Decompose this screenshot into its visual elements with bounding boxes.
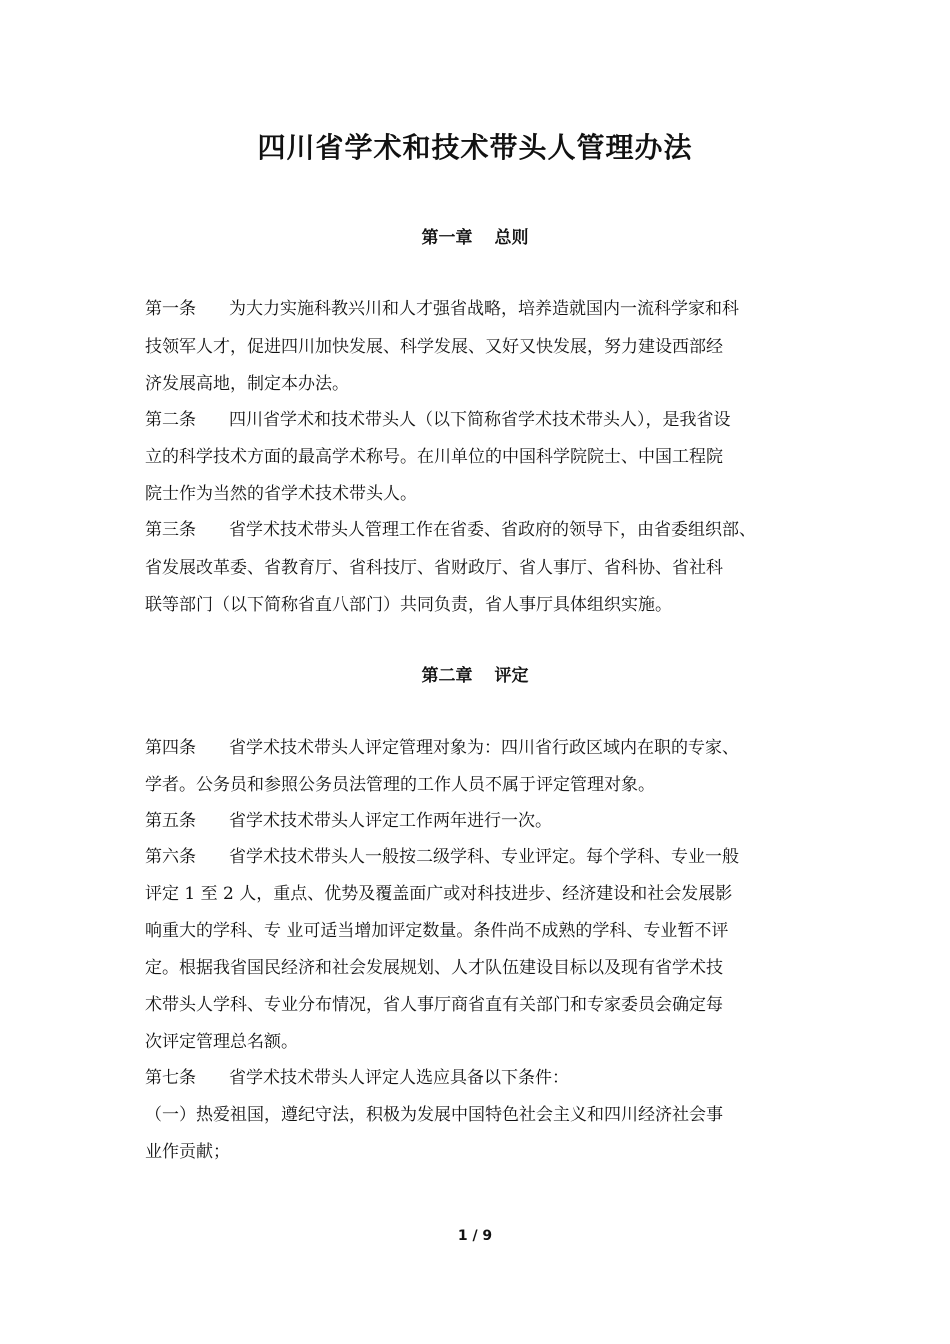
document-title: 四川省学术和技术带头人管理办法 (257, 131, 693, 164)
article-6-line-4: 定。根据我省国民经济和社会发展规划、人才队伍建设目标以及现有省学术技 (145, 958, 723, 978)
chapter-name: 评定 (494, 666, 529, 686)
article-number: 第六条 (145, 847, 196, 867)
chapter-number: 第二章 (421, 666, 473, 686)
article-3-line-2: 省发展改革委、省教育厅、省科技厅、省财政厅、省人事厅、省科协、省社科 (145, 558, 723, 578)
article-number: 第五条 (145, 811, 196, 831)
article-7-line-1: 第七条 省学术技术带头人评定人选应具备以下条件： (145, 1068, 569, 1088)
article-4-line-1: 第四条 省学术技术带头人评定管理对象为：四川省行政区域内在职的专家、 (145, 738, 739, 758)
chapter-heading-1 (0, 226, 950, 250)
article-4-line-2: 学者。公务员和参照公务员法管理的工作人员不属于评定管理对象。 (145, 775, 655, 795)
article-7-item-1-cont: 业作贡献； (145, 1142, 230, 1162)
article-6-line-2: 评定 1 至 2 人，重点、优势及覆盖面广或对科技进步、经济建设和社会发展影 (145, 884, 733, 904)
chapter-name: 总则 (494, 228, 529, 248)
article-6-line-3: 响重大的学科、专 业可适当增加评定数量。条件尚不成熟的学科、专业暂不评 (145, 921, 729, 941)
article-number: 第一条 (145, 299, 196, 319)
article-2-line-1: 第二条 四川省学术和技术带头人（以下简称省学术技术带头人），是我省设 (145, 410, 731, 430)
article-3-line-3: 联等部门（以下简称省直八部门）共同负责，省人事厅具体组织实施。 (145, 595, 672, 615)
article-5-line-1: 第五条 省学术技术带头人评定工作两年进行一次。 (145, 811, 552, 831)
article-1-line-1: 第一条 为大力实施科教兴川和人才强省战略，培养造就国内一流科学家和科 (145, 299, 739, 319)
article-number: 第三条 (145, 520, 196, 540)
article-number: 第二条 (145, 410, 196, 430)
chapter-number: 第一章 (421, 228, 473, 248)
article-6-line-1: 第六条 省学术技术带头人一般按二级学科、专业评定。每个学科、专业一般 (145, 847, 739, 867)
article-6-line-5: 术带头人学科、专业分布情况，省人事厅商省直有关部门和专家委员会确定每 (145, 995, 723, 1015)
chapter-heading-2 (0, 664, 950, 688)
article-1-line-2: 技领军人才，促进四川加快发展、科学发展、又好又快发展，努力建设西部经 (145, 337, 723, 357)
article-1-line-3: 济发展高地，制定本办法。 (145, 374, 349, 394)
page-indicator: 1 / 9 (457, 1228, 493, 1244)
article-2-line-3: 院士作为当然的省学术技术带头人。 (145, 484, 417, 504)
article-7-item-1: （一）热爱祖国，遵纪守法，积极为发展中国特色社会主义和四川经济社会事 (145, 1105, 723, 1125)
article-3-line-1: 第三条 省学术技术带头人管理工作在省委、省政府的领导下，由省委组织部、 (145, 520, 756, 540)
article-number: 第四条 (145, 738, 196, 758)
article-number: 第七条 (145, 1068, 196, 1088)
article-2-line-2: 立的科学技术方面的最高学术称号。在川单位的中国科学院院士、中国工程院 (145, 447, 723, 467)
article-6-line-6: 次评定管理总名额。 (145, 1032, 298, 1052)
